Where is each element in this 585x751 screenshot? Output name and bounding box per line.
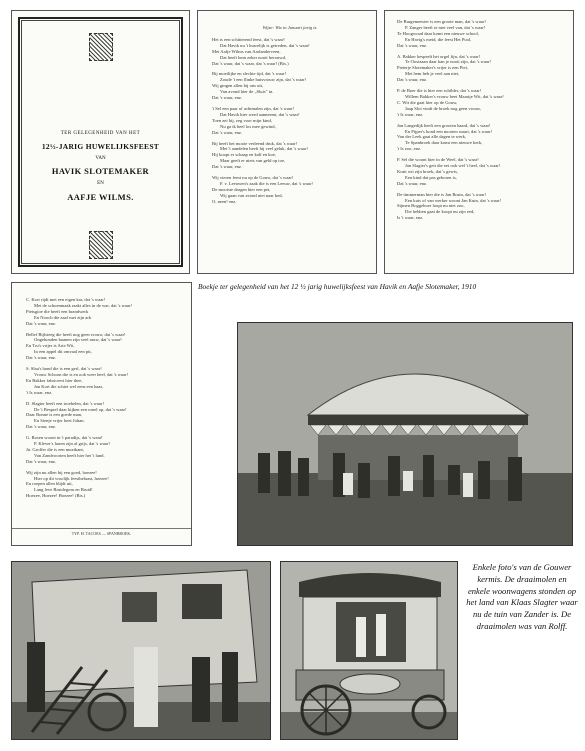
verse — [212, 175, 368, 210]
verse-line: C. Wit die gaat hier op de Gouw, — [397, 99, 458, 105]
verse-line: De 't Besprel daar kijken een ornel op, dat 's waar! — [34, 406, 127, 412]
verse — [212, 71, 368, 106]
verse-line: Dat Havik nu 't huwelijk is getreden, dat 's waar! — [220, 42, 310, 48]
verse-line: Sijmen Boggeboer loopt nu niet zoo, — [397, 203, 465, 209]
verse-line: Dat 's waar, enz. — [397, 42, 428, 48]
verse-line: P. de Boer die is hier een schilder, dat 's waar! — [397, 88, 482, 94]
verse — [397, 19, 567, 54]
verse-line: Is 't waar, enz. — [397, 215, 424, 221]
cover-line-6: AAFJE WILMS. — [67, 192, 134, 202]
verse-line: 't Is waar, enz. — [397, 111, 424, 117]
verse-line: Met de schoenmaak raakt alles in de war, dat 's waar! — [34, 302, 132, 308]
verse-line: 't Sel een paar of achtmalen zijn, dat 's waar! — [212, 105, 295, 111]
verse — [212, 106, 368, 141]
verse-line: Lang leve Bruidegom en Bruid! — [34, 487, 93, 493]
verse-line: Van der Leek gaat alle dagen te werk, — [397, 134, 467, 140]
verse-line: O, neen! enz. — [212, 198, 237, 204]
verse-line: C. Kort rijdt met een eigen kar, dat 's waar! — [26, 297, 106, 302]
verse-line: Met 't aandelen heeft hij veel geluk, dat 's waar! — [220, 146, 308, 152]
verse-line: Een kuis of van werker woont Jan Kuin, dat 's waar! — [405, 197, 502, 203]
ornate-wagon-photo — [280, 561, 458, 740]
verse-line: Maar geeft er niets van geld op toe, — [220, 158, 286, 164]
verse-line: Dat 's waar, enz. — [212, 164, 243, 170]
cover-line-2: 12½-JARIG HUWELIJKSFEEST — [41, 142, 160, 151]
verse-line: Kruit wit zijn broek, dat 's gewis, — [397, 168, 459, 174]
verse-line: En Sienje vrijer heet Johan. — [34, 418, 85, 424]
verse — [397, 54, 567, 89]
booklet-cover-page — [11, 10, 190, 274]
verse-line: 't Is waar, enz. — [26, 389, 53, 395]
verse-line: In een appel dit omvaal een pit, — [34, 349, 92, 355]
verse-line: Dat heeft hem zeker nooit berouwd, — [220, 54, 287, 60]
verse-line: Dat Havik hier werd aanneemt, dat 's waar! — [220, 111, 300, 117]
booklet-caption: Boekje ter gelegenheid van het 12 ½ jarig huwelijksfeest van Havik en Aafje Slotemaker, 1910 — [198, 282, 477, 291]
verse-line: Te Hoogwoud daar komt een nieuwe school, — [397, 30, 479, 36]
photos-caption: Enkele foto's van de Gouwer kermis. De draaimolen en enkele woonwagens stonden op het land van Klaas Slagter waar nu de tuin van Zander is. De draaimolen was van Rolff. — [466, 562, 578, 631]
verse — [26, 401, 185, 436]
verse — [26, 470, 185, 505]
verse-line: Die hebben gaat de koopt nu zijn eed, — [405, 209, 475, 215]
verse-line: De mooiste dragen hier een pet, — [212, 186, 271, 192]
verse-line: Bellef Bijlsteeg die heeft nog geen vrouw, dat 's waar! — [26, 331, 126, 337]
booklet-page-3 — [384, 10, 574, 274]
verse-line: Toen zei hij, zeg voor mijn kind, — [212, 117, 272, 123]
verse-line: Daar Ronne is een goede man, — [26, 412, 83, 418]
verse-line: Hier op dit vroolijk feestbelaast, hoezee! — [34, 475, 109, 481]
verse-line: Ongehonden baanen zijn veel rauw, dat 's waar! — [34, 337, 122, 343]
cover-line-4: HAVIK SLOTEMAKER — [51, 166, 150, 176]
verse-line: Van Zandvoorten heeft hier het 't land. — [34, 452, 105, 458]
verse — [212, 37, 368, 72]
verse-line: 't Is zoo, enz. — [397, 146, 422, 152]
verse-line: Jaap Slot vindt de broek nog geen vrouw, — [405, 105, 481, 111]
verse-line: Wij zijn nu allen bij een goed, hoezee! — [26, 469, 97, 475]
verse — [26, 297, 185, 332]
verse-line: Dat 's waar, enz. — [212, 95, 243, 101]
printer-imprint: TYP. H. TACOES — SPANBROEK. — [12, 528, 191, 537]
verse-line: Pieterje Slotemaker's vrijer is een Piet, — [397, 65, 468, 71]
verse-line: Hoezee, Hoezee! Hoezee! (Bis.) — [26, 493, 86, 499]
verse-line: Wij vieren feest nu op de Gouw, dat 's waar! — [212, 175, 294, 181]
verse — [397, 192, 567, 227]
verse-line: P. Sel die woont hier in de Weel, dat 's waar! — [397, 157, 479, 163]
verse — [397, 157, 567, 192]
verse-line: En roepen allen blijdt uit, — [26, 481, 73, 487]
caravan-photo — [11, 561, 271, 740]
verse-line: A. Bakker bespeelt het orgel fijn, dat 's waar! — [397, 53, 481, 59]
verse-line: Jn. Groffer die is een muzikant, — [26, 446, 84, 452]
verse-line: Jan Slagter's geit die eet ook wel 't heel, dat 's waar! — [405, 163, 501, 169]
carousel-photo-image — [238, 323, 573, 546]
verse-line: Met hem heb je veel aan niet, — [405, 71, 460, 77]
verse-line: Het is een schitterend feest, dat 's waar! — [212, 36, 285, 42]
verse-line: Pietsgioe die heeft een brandwerk — [26, 308, 89, 314]
cover-top-ornament — [89, 33, 113, 61]
cover-line-5: EN — [97, 181, 104, 186]
verse-line: Nu ga ik heel los mee gewind, — [220, 123, 276, 129]
page-3-verses — [397, 19, 567, 226]
verse — [26, 435, 185, 470]
booklet-page-4 — [11, 282, 192, 546]
verse-line: Wij gaan van avond niet naar bed, — [220, 192, 283, 198]
verse-line: F. v. Leeuwen's zaak die is een Leeuw, dat 's waar! — [220, 180, 313, 186]
carousel-photo — [237, 322, 573, 546]
ornate-wagon-photo-image — [281, 562, 458, 740]
cover-line-3: VAN — [95, 156, 106, 161]
verse-line: Jan Kort die schiet wel eens een haas, — [34, 383, 104, 389]
song-melody-heading: Wijze: Wis in Januari jarig is. — [262, 25, 318, 30]
verse-line: Dat 's waar, dat 's waar, dat 's waar! (Bis.) — [212, 60, 289, 66]
verse — [212, 141, 368, 176]
verse — [26, 366, 185, 401]
verse-line: Vrouw Schoon die is en ook weer heel, dat 's waar! — [34, 371, 129, 377]
verse-line: Dat 's waar, enz. — [397, 77, 428, 83]
verse-line: En Pijper's hond een mooien staart, dat 's waar! — [405, 128, 492, 134]
verse-line: Met Aafje Wilms van Aarlanderveen, — [212, 48, 281, 54]
verse-line: P. Zanger heeft er niet veel van, dat 's waar! — [405, 24, 486, 30]
cover-line-1: TER GELEGENHEID VAN HET — [60, 131, 141, 136]
verse-line: De Burgemeester is een groote man, dat 's waar! — [397, 19, 486, 24]
verse — [26, 332, 185, 367]
verse-line: Te Spanbroek daar komt een nieuwe kerk, — [405, 140, 483, 146]
booklet-page-2 — [197, 10, 377, 274]
verse-line: Bij moeilijke en slechte tijd, dat 's waar! — [212, 71, 287, 77]
verse-line: Zoude 't een flinke huisvrouw zijn, dat 's waar! — [220, 77, 307, 83]
verse-line: Dat 's waar, enz. — [26, 424, 57, 430]
verse-line: Dat 's waar, enz. — [212, 129, 243, 135]
page-2-verses — [212, 37, 368, 210]
verse-line: D. Slagter heeft een troebelen, dat 's waar! — [26, 400, 104, 406]
verse-line: Dat 's waar, enz. — [26, 458, 57, 464]
verse-line: P. Klever's haren zijn al grijs, dat 's waar! — [34, 441, 110, 447]
verse-line: Een kind dat pas geboren is, — [405, 174, 457, 180]
page-4-verses — [26, 297, 185, 504]
verse-line: Van avond hier de „Sluis" in. — [220, 89, 274, 95]
verse-line: S. Slaa's hond die is een gerl, dat 's waar! — [26, 366, 102, 372]
caravan-photo-image — [12, 562, 271, 740]
verse-line: Bij heeft het mooie verleend druk, dat 's waar! — [212, 140, 298, 146]
verse-line: Jan Langedijk heeft een grooten baard, dat 's waar! — [397, 122, 491, 128]
cover-bottom-ornament — [89, 231, 113, 259]
verse-line: Te Oostzaan daar kan je nooit zijn, dat 's waar! — [405, 59, 491, 65]
verse-line: Willem Bakker's vrouw heet Maartje Wit, dat 's waar! — [405, 93, 504, 99]
verse-line: Dat 's waar, enz. — [26, 320, 57, 326]
verse-line: En Havig's meid, die leest Het Pool, — [405, 36, 472, 42]
verse-line: Dat 's waar, enz. — [26, 355, 57, 361]
verse-line: Dat 's waar, enz. — [397, 180, 428, 186]
verse-line: En Bakker fabriceert hier thee, — [26, 377, 83, 383]
verse-line: Hij koopt er schaap en kalf en koe, — [212, 152, 277, 158]
verse — [397, 88, 567, 123]
verse-line: Wij gingen allen bij ons uit, — [212, 83, 264, 89]
verse-line: En Nooch die zaaf met zijn ark — [34, 314, 92, 320]
verse-line: En Tru's vrijer is Arie Wit, — [26, 343, 75, 349]
verse-line: G. Rosen woont in 't paradijs, dat 's waar! — [26, 435, 103, 441]
verse-line: De timmerman hier die is Jan Bruin, dat 's waar! — [397, 191, 487, 197]
verse — [397, 123, 567, 158]
